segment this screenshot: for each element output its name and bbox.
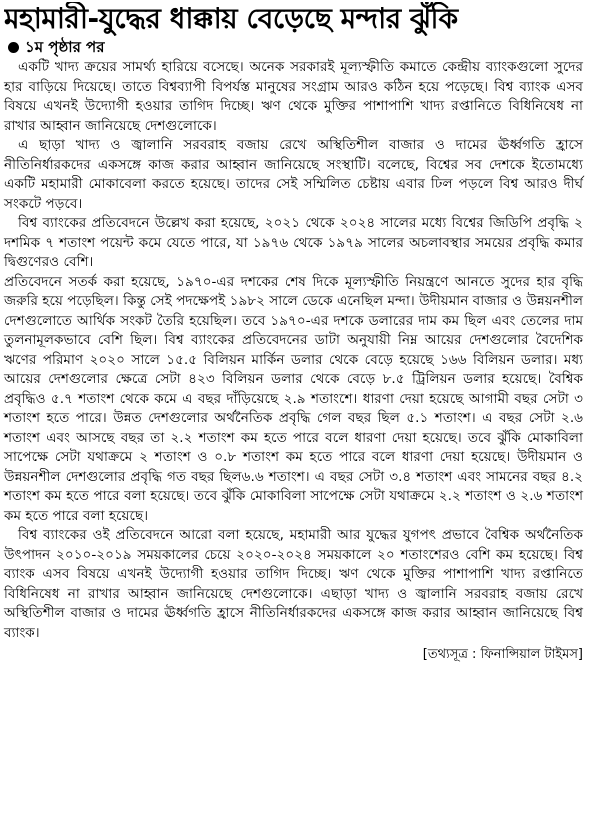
news-article-page	[0, 2, 589, 814]
paragraph-1: একটি খাদ্য ক্রয়ের সামর্থ্য হারিয়ে বসেছে। অনেক সরকারই মূল্যস্ফীতি কমাতে কেন্দ্রীয় ব্যাংকগুলো সুদের হার বাড়িয়ে দিয়েছে। তাতে বিশ্বব্যাপী বিপর্যস্ত মানুষের সংগ্রাম আরও কঠিন হয়ে পড়েছে। বিশ্ব ব্যাংক এসব বিষয়ে এখনই উদ্যোগী হওয়ার তাগিদ দিচ্ছে। ঋণ থেকে মুক্তির পাশাপাশি খাদ্য রপ্তানিতে বিধিনিষেধ না রাখার আহ্বান জানিয়েছে দেশগুলোকে।	[4, 59, 583, 134]
paragraph-4: প্রতিবেদনে সতর্ক করা হয়েছে, ১৯৭০-এর দশকের শেষ দিকে মূল্যস্ফীতি নিয়ন্ত্রণে আনতে সুদের হার বৃদ্ধি জরুরি হয়ে পড়েছিল। কিন্তু সেই পদক্ষেপই ১৯৮২ সালে ডেকে এনেছিল মন্দা। উদীয়মান বাজার ও উন্নয়নশীল দেশগুলোতে আর্থিক সংকট তৈরি হয়েছিল। তবে ১৯৭০-এর দশকে ডলারের দাম কম ছিল এবং তেলের দাম তুলনামূলকভাবে বেশি ছিল। বিশ্ব ব্যাংকের প্রতিবেদনের ডাটা অনুযায়ী নিম্ন আয়ের দেশগুলোর বৈদেশিক ঋণের পরিমাণ ২০২০ সালে ১৫.৫ বিলিয়ন মার্কিন ডলার থেকে বেড়ে হয়েছে ১৬৬ বিলিয়ন ডলার। মধ্য আয়ের দেশগুলোর ক্ষেত্রে সেটা ৪২৩ বিলিয়ন ডলার থেকে বেড়ে ৮.৫ ট্রিলিয়ন ডলার হয়েছে। বৈশ্বিক প্রবৃদ্ধিও ৫.৭ শতাংশ থেকে কমে এ বছর দাঁড়িয়েছে ২.৯ শতাংশে। ধারণা দেয়া হয়েছে আগামী বছর সেটা ৩ শতাংশ হতে পারে। উন্নত দেশগুলোর অর্থনৈতিক প্রবৃদ্ধি গেল বছর ছিল ৫.১ শতাংশ। এ বছর সেটা ২.৬ শতাংশ এবং আসছে বছর তা ২.২ শতাংশ কম হতে পারে বলে ধারণা দেয়া হয়েছে। তবে ঝুঁকি মোকাবিলা সাপেক্ষে সেটা যথাক্রমে ২ শতাংশ ও ০.৮ শতাংশ কম হতে পারে বলে ধারণা দেয়া হয়েছে। উদীয়মান ও উন্নয়নশীল দেশগুলোর প্রবৃদ্ধি গত বছর ছিল৬.৬ শতাংশ। এ বছর সেটা ৩.৪ শতাংশ এবং সামনের বছর ৪.২ শতাংশ কম হতে পারে বলা হয়েছে। তবে ঝুঁকি মোকাবিলা সাপেক্ষে সেটা যথাক্রমে ২.২ শতাংশ ও ২.৬ শতাংশ কম হতে পারে বলা হয়েছে।	[4, 273, 583, 524]
paragraph-3: বিশ্ব ব্যাংকের প্রতিবেদনে উল্লেখ করা হয়েছে, ২০২১ থেকে ২০২৪ সালের মধ্যে বিশ্বের জিডিপি প্রবৃদ্ধি ২ দশমিক ৭ শতাংশ পয়েন্ট কমে যেতে পারে, যা ১৯৭৬ থেকে ১৯৭৯ সালের অচলাবস্থার সময়ের প্রবৃদ্ধি কমার দ্বিগুণেরও বেশি।	[4, 215, 583, 270]
paragraph-2: এ ছাড়া খাদ্য ও জ্বালানি সরবরাহ বজায় রেখে অস্থিতিশীল বাজার ও দামের ঊর্ধ্বগতি হ্রাসে নীতিনির্ধারকদের একসঙ্গে কাজ করার আহ্বান জানিয়েছে সংস্থাটি। বলেছে, বিশ্বের সব দেশকে ইতোমধ্যে একটি মহামারী মোকাবেলা করতে হয়েছে। তাদের সেই সম্মিলিত চেষ্টায় এবার ঢিল পড়লে বিশ্ব আরও দীর্ঘ সংকটে পড়বে।	[4, 137, 583, 212]
continuation-label: ১ম পৃষ্ঠার পর	[25, 38, 105, 56]
source-credit: [তথ্যসূত্র : ফিনান্সিয়াল টাইমস]	[422, 647, 583, 662]
continuation-marker	[4, 36, 583, 58]
article-body	[4, 58, 583, 643]
bullet-icon	[8, 42, 19, 53]
paragraph-5: বিশ্ব ব্যাংকের ওই প্রতিবেদনে আরো বলা হয়েছে, মহামারী আর যুদ্ধের যুগপৎ প্রভাবে বৈশ্বিক অর্থনৈতিক উৎপাদন ২০১০-২০১৯ সময়কালের চেয়ে ২০২০-২০২৪ সময়কালে ২০ শতাংশেরও বেশি কম হয়েছে। বিশ্ব ব্যাংক এসব বিষয়ে এখনই উদ্যোগী হওয়ার তাগিদ দিচ্ছে। ঋণ থেকে মুক্তির পাশাপাশি খাদ্য রপ্তানিতে বিধিনিষেধ না রাখার আহ্বান জানিয়েছে দেশগুলোকে। এছাড়া খাদ্য ও জ্বালানি সরবরাহ বজায় রেখে অস্থিতিশীল বাজার ও দামের ঊর্ধ্বগতি হ্রাসে নীতিনির্ধারকদের একসঙ্গে কাজ করার আহ্বান জানিয়েছে বিশ্ব ব্যাংক।	[4, 527, 583, 641]
headline: মহামারী-যুদ্ধের ধাক্কায় বেড়েছে মন্দার ঝুঁকি	[4, 2, 458, 35]
